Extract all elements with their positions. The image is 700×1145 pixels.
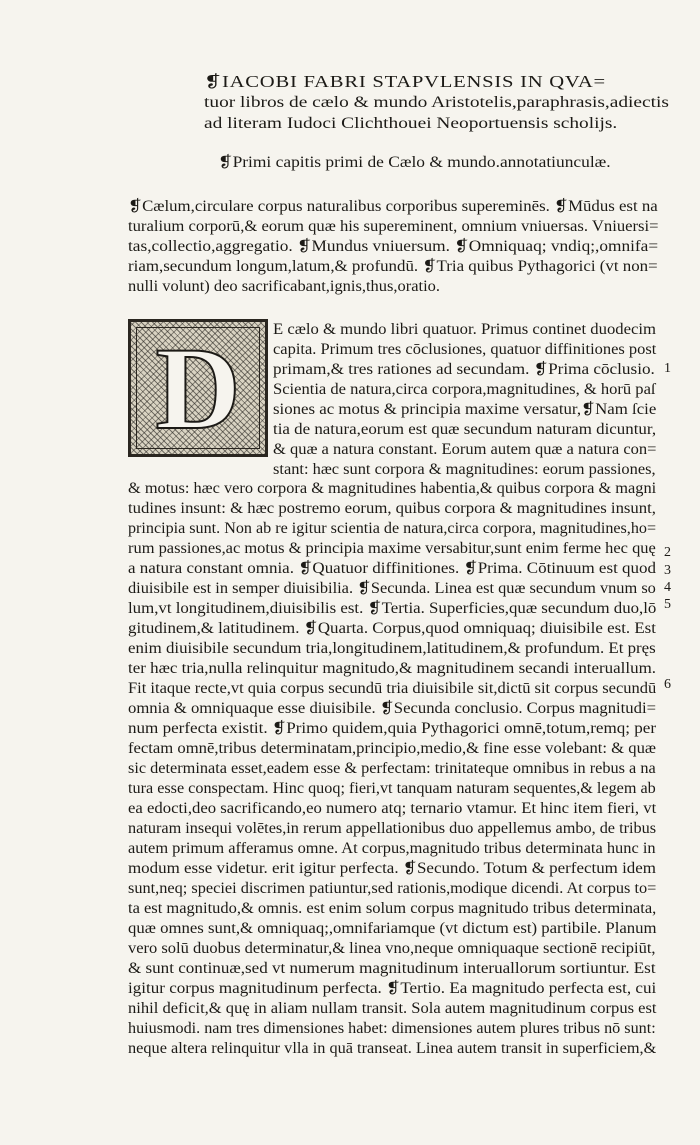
body-line: siones ac motus & principia maxime versatur,❡Nam ſcie [273,401,657,418]
body-line: modum esse videtur. erit igitur perfecta. ❡Secundo. Totum & perfectum idem [128,860,656,877]
margin-note-5: 5 [664,597,671,612]
annotation-line-1: ❡Cælum,circulare corpus naturalibus corporibus supereminēs. ❡Mūdus est na [128,198,658,215]
margin-note-4: 4 [664,580,671,595]
margin-note-3: 3 [664,563,671,578]
body-line: igitur corpus magnitudinum perfecta. ❡Tertio. Ea magnitudo perfecta est, cui [128,980,657,997]
section-heading: ❡Primi capitis primi de Cælo & mundo.annotatiunculæ. [218,154,611,171]
annotation-line-2: turalium corporū,& eorum quæ his supereminent, omnium vniuersas. Vniuersi= [128,218,659,235]
body-line: tura esse conspectam. Hinc quoq; fieri,vt tanquam naturam sequentes,& legem ab [128,780,656,797]
title-line-3: ad literam Iudoci Clichthouei Neoportuensis scholijs. [204,115,618,132]
body-line: nihil deficit,& quę in aliam nullam transit. Sola autem magnitudinum corpus est [128,1000,657,1017]
body-line: num perfecta existit. ❡Primo quidem,quia Pythagorici omnē,totum,remq; per [128,720,657,737]
initial-letter: D [155,323,241,454]
body-line: quæ omnes sunt,& omniquaq;,omnifariamque (vt dictum est) partibile. Planum [128,920,657,937]
body-line: & quæ a natura constant. Eorum autem quæ a natura con= [273,441,657,458]
margin-note-6: 6 [664,677,671,692]
body-line: vero solū duobus determinatur,& linea vno,neque omniquaque sectionē recipiūt, [128,940,656,957]
body-line: gitudinem,& latitudinem. ❡Quarta. Corpus,quod omniquaq; diuisibile est. Est [128,620,656,637]
body-line: naturam insequi volētes,in rerum appellationibus duo appellemus ambo, de tribus [128,820,657,837]
body-line: Scientia de natura,circa corpora,magnitudines, & horū paſ [273,381,656,398]
body-line: principia sunt. Non ab re igitur scientia de natura,circa corpora, magnitudines,ho= [128,520,657,537]
body-line: huiusmodi. nam tres dimensiones habet: dimensiones autem plures tribus nō sunt: [128,1020,656,1037]
annotation-line-3: tas,collectio,aggregatio. ❡Mundus vniuersum. ❡Omniquaq; vndiq;,omnifa= [128,238,659,255]
body-line: a natura constant omnia. ❡Quatuor diffinitiones. ❡Prima. Cōtinuum est quod [128,560,656,577]
body-line: Fit itaque recte,vt quia corpus secundū tria diuisibile sit,dictū sit corpus secundū [128,680,657,697]
body-line: neque altera relinquitur vlla in quā transeat. Linea autem transit in superficiem,& [128,1040,657,1057]
body-line: tia de natura,eorum est quæ secundum naturam dicuntur, [273,421,657,438]
body-line: stant: hæc sunt corpora & magnitudines: eorum passiones, [273,461,656,478]
body-line: diuisibile est in semper diuisibilia. ❡Secunda. Linea est quæ secundum vnum so [128,580,656,597]
annotation-line-4: riam,secundum longum,latum,& profundū. ❡Tria quibus Pythagorici (vt non= [128,258,658,275]
body-line: enim diuisibile secundum tria,longitudinem,latitudinem,& profundum. Et pręs [128,640,656,657]
body-line: fectam omnē,tribus determinatam,principio,medio,& fine esse volebant: & quæ [128,740,657,757]
body-line: ea edocti,deo sacrificando,eo numero atq; ternario vtamur. Et hinc item fieri, vt [128,800,657,817]
body-line: rum passiones,ac motus & principia maxime versabitur,sunt enim ferme hec quę [128,540,656,557]
body-line: capita. Primum tres cōclusiones, quatuor diffinitiones post [273,341,657,358]
title-line-1: ❡IACOBI FABRI STAPVLENSIS IN QVA= [204,72,606,91]
body-line: ter hæc tria,nulla relinquitur magnitudo,& magnitudinem secandi interuallum. [128,660,656,677]
title-line-2: tuor libros de cælo & mundo Aristotelis,paraphrasis,adiectis [204,94,669,111]
body-line: sunt,neq; speciei discrimen patiuntur,sed rationis,modique dicendi. At corpus to= [128,880,657,897]
annotation-line-5: nulli volunt) deo sacrificabant,ignis,thus,oratio. [128,278,441,295]
body-line: primam,& tres rationes ad secundam. ❡Prima cōclusio. [273,361,655,378]
body-line: sic determinata esset,eadem esse & perfectam: trinitateque omnibus in rebus a na [128,760,656,777]
body-line: & sunt continuæ,sed vt numerum magnitudinum interuallorum sortiuntur. Est [128,960,656,977]
body-line: & motus: hæc vero corpora & magnitudines habentia,& quibus corpora & magni [128,480,657,497]
body-line: ta est magnitudo,& omnis. est enim solum corpus magnitudo tribus determinata, [128,900,657,917]
margin-note-1: 1 [664,361,671,376]
body-line: autem primum afferamus omne. At corpus,magnitudo tribus determinata hunc in [128,840,656,857]
margin-note-2: 2 [664,545,671,560]
woodcut-initial [128,319,268,457]
body-line: omnia & omniquaque esse diuisibile. ❡Secunda conclusio. Corpus magnitudi= [128,700,656,717]
body-line: tudines insunt: & hæc postremo eorum, quibus corpora & magnitudines insunt, [128,500,656,517]
body-line: E cælo & mundo libri quatuor. Primus continet duodecim [273,321,657,338]
body-line: lum,vt longitudinem,diuisibilis est. ❡Tertia. Superficies,quæ secundum duo,lō [128,600,657,617]
